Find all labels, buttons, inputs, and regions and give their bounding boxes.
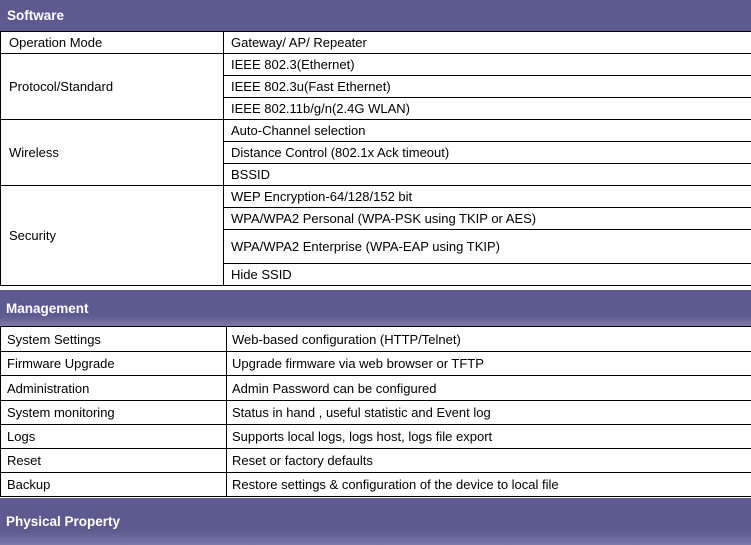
feature-label: Operation Mode [1,32,224,54]
management-table [0,326,751,497]
feature-label: Firmware Upgrade [1,352,227,376]
table-row [1,473,751,497]
table-row [1,327,751,352]
table-row [1,186,751,208]
feature-label: Administration [1,376,227,401]
table-row [1,376,751,401]
feature-value: BSSID [224,164,751,186]
feature-label: Logs [1,425,227,449]
feature-label: Security [1,186,224,286]
table-row [1,120,751,142]
management-section-header [0,290,751,326]
feature-value: Status in hand , useful statistic and Event log [227,401,751,425]
feature-value: Restore settings & configuration of the device to local file [227,473,751,497]
table-row [1,352,751,376]
feature-value: Auto-Channel selection [224,120,751,142]
feature-value: Hide SSID [224,264,751,286]
management-section-title: Management [6,300,89,316]
feature-value: WPA/WPA2 Enterprise (WPA-EAP using TKIP) [224,230,751,264]
feature-value: WEP Encryption-64/128/152 bit [224,186,751,208]
value-text: Distance Control (802.1x Ack timeout) [231,145,450,160]
feature-label: Wireless [1,120,224,186]
software-section-header [0,0,751,31]
software-section-title: Software [7,8,65,23]
feature-value: Web-based configuration (HTTP/Telnet) [227,327,751,352]
physical-section-title: Physical Property [6,514,121,529]
feature-value: IEEE 802.11b/g/n(2.4G WLAN) [224,98,751,120]
feature-label: Backup [1,473,227,497]
feature-value: Supports local logs, logs host, logs file export [227,425,751,449]
feature-value: WPA/WPA2 Personal (WPA-PSK using TKIP or AES) [224,208,751,230]
feature-value: IEEE 802.3u(Fast Ethernet) [224,76,751,98]
feature-value: Admin Password can be configured [227,376,751,401]
table-row [1,54,751,76]
feature-label: Protocol/Standard [1,54,224,120]
feature-label: System Settings [1,327,227,352]
feature-label: Reset [1,449,227,473]
table-row [1,401,751,425]
table-row [1,425,751,449]
feature-value: Reset or factory defaults [227,449,751,473]
feature-value: Gateway/ AP/ Repeater [224,32,751,54]
feature-value [224,142,751,164]
table-row [1,32,751,54]
table-row [1,449,751,473]
physical-section-header [0,498,751,545]
software-table [0,31,751,286]
feature-value: IEEE 802.3(Ethernet) [224,54,751,76]
feature-label: System monitoring [1,401,227,425]
feature-value: Upgrade firmware via web browser or TFTP [227,352,751,376]
